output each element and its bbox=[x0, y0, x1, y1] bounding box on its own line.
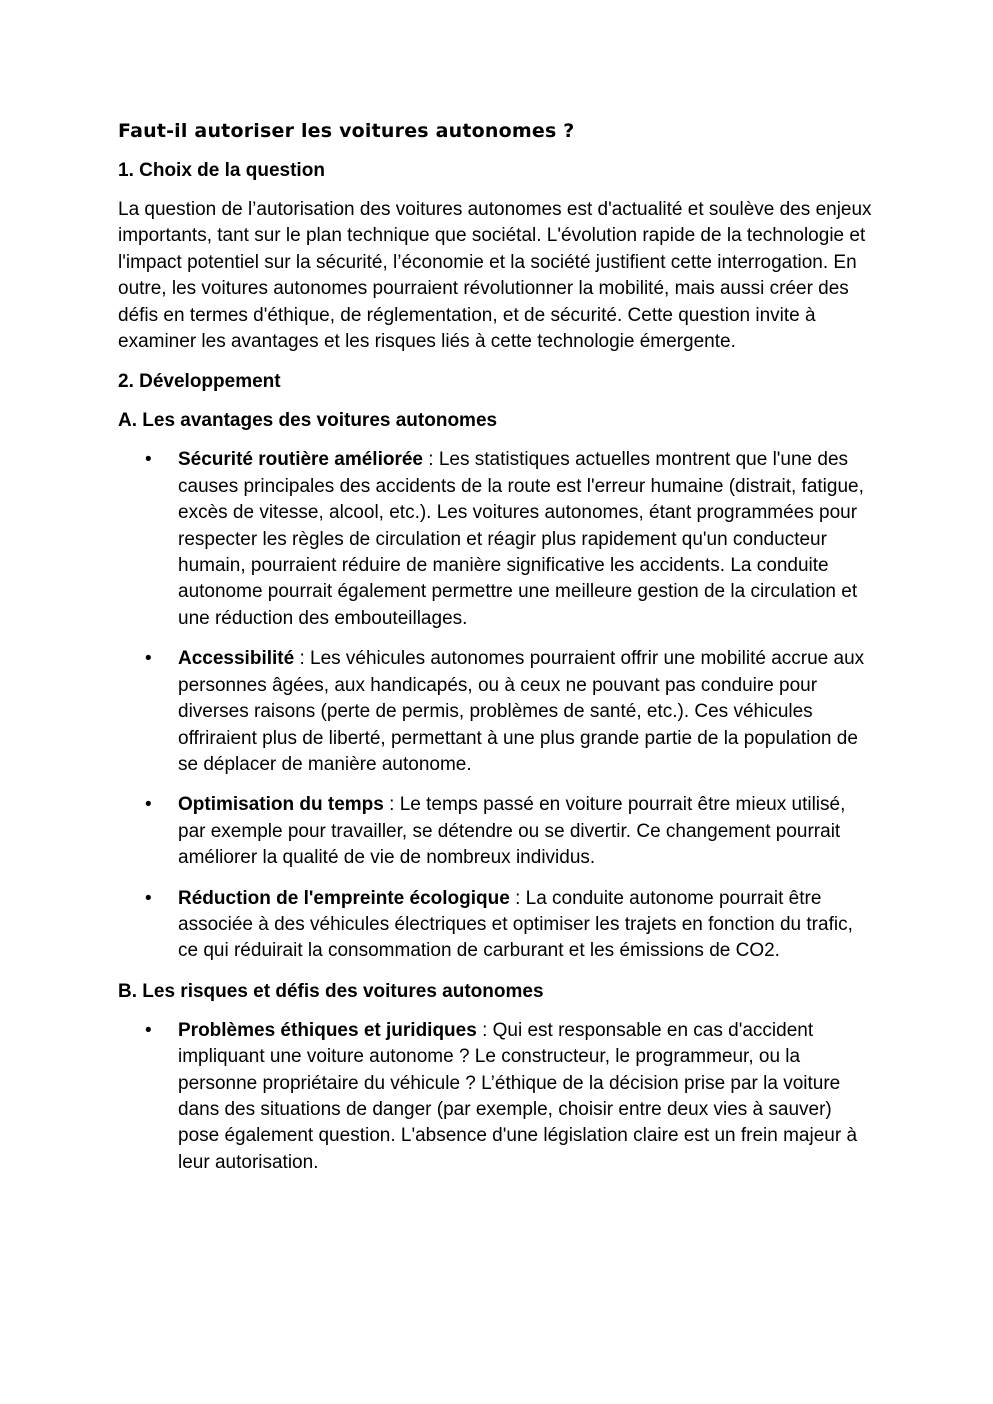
bullet-icon: • bbox=[145, 1019, 152, 1041]
section-heading-choix: 1. Choix de la question bbox=[118, 160, 325, 181]
bullet-icon: • bbox=[145, 887, 152, 909]
list-item-term: Problèmes éthiques et juridiques bbox=[178, 1019, 477, 1041]
list-item bbox=[118, 792, 878, 871]
list-item-text: : Les statistiques actuelles montrent que l'une des causes principales des accidents de la route est l'erreur humaine (distrait, fatigue, excès de vitesse, alcool, etc.). Les voitures autonomes, étant programmées pour respecter les règles de circulation et réagir plus rapidement qu'un conducteur humain, pourraient réduire de manière significative les accidents. La conduite autonome pourrait également permettre une meilleure gestion de la circulation et une réduction des embouteillages. bbox=[178, 449, 864, 629]
bullet-icon: • bbox=[145, 648, 152, 670]
list-item-term: Optimisation du temps bbox=[178, 794, 384, 816]
list-item-term: Sécurité routière améliorée bbox=[178, 449, 423, 471]
list-item-term: Accessibilité bbox=[178, 648, 295, 670]
list-item bbox=[118, 1018, 878, 1176]
bullet-icon: • bbox=[145, 794, 152, 816]
list-item bbox=[118, 646, 878, 778]
document-page bbox=[118, 118, 878, 1190]
avantages-list bbox=[118, 447, 878, 964]
section-paragraph-choix: La question de l’autorisation des voitures autonomes est d'actualité et soulève des enjeux importants, tant sur le plan technique que sociétal. L'évolution rapide de la technologie et l'impact potentiel sur la sécurité, l’économie et la société justifient cette interrogation. En outre, les voitures autonomes pourraient révolutionner la mobilité, mais aussi créer des défis en termes d'éthique, de réglementation, et de sécurité. Cette question invite à examiner les avantages et les risques liés à cette technologie émergente. bbox=[118, 199, 872, 353]
list-item-text: : Les véhicules autonomes pourraient offrir une mobilité accrue aux personnes âgées, aux handicapés, ou à ceux ne pouvant pas conduire pour diverses raisons (perte de permis, problèmes de santé, etc.). Ces véhicules offriraient plus de liberté, permettant à une plus grande partie de la population de se déplacer de manière autonome. bbox=[178, 648, 865, 775]
bullet-icon: • bbox=[145, 449, 152, 471]
list-item bbox=[118, 886, 878, 965]
section-heading-risques: B. Les risques et défis des voitures autonomes bbox=[118, 980, 544, 1002]
list-item-text: : Qui est responsable en cas d'accident impliquant une voiture autonome ? Le constructeur, le programmeur, ou la personne propriétaire du véhicule ? L’éthique de la décision prise par la voiture dans des situations de danger (par exemple, choisir entre deux vies à sauver) pose également question. L'absence d'une législation claire est un frein majeur à leur autorisation. bbox=[178, 1019, 858, 1173]
section-heading-avantages: A. Les avantages des voitures autonomes bbox=[118, 410, 498, 432]
list-item-text: : La conduite autonome pourrait être associée à des véhicules électriques et optimiser les trajets en fonction du trafic, ce qui réduirait la consommation de carburant et les émissions de CO2. bbox=[178, 887, 853, 962]
section-heading-developpement: 2. Développement bbox=[118, 371, 281, 393]
risques-list bbox=[118, 1018, 878, 1176]
list-item-text: : Le temps passé en voiture pourrait être mieux utilisé, par exemple pour travailler, se détendre ou se divertir. Ce changement pourrait améliorer la qualité de vie de nombreux individus. bbox=[178, 794, 846, 869]
list-item-term: Réduction de l'empreinte écologique bbox=[178, 887, 510, 909]
list-item bbox=[118, 447, 878, 632]
document-title: Faut-il autoriser les voitures autonomes ? bbox=[118, 120, 575, 142]
